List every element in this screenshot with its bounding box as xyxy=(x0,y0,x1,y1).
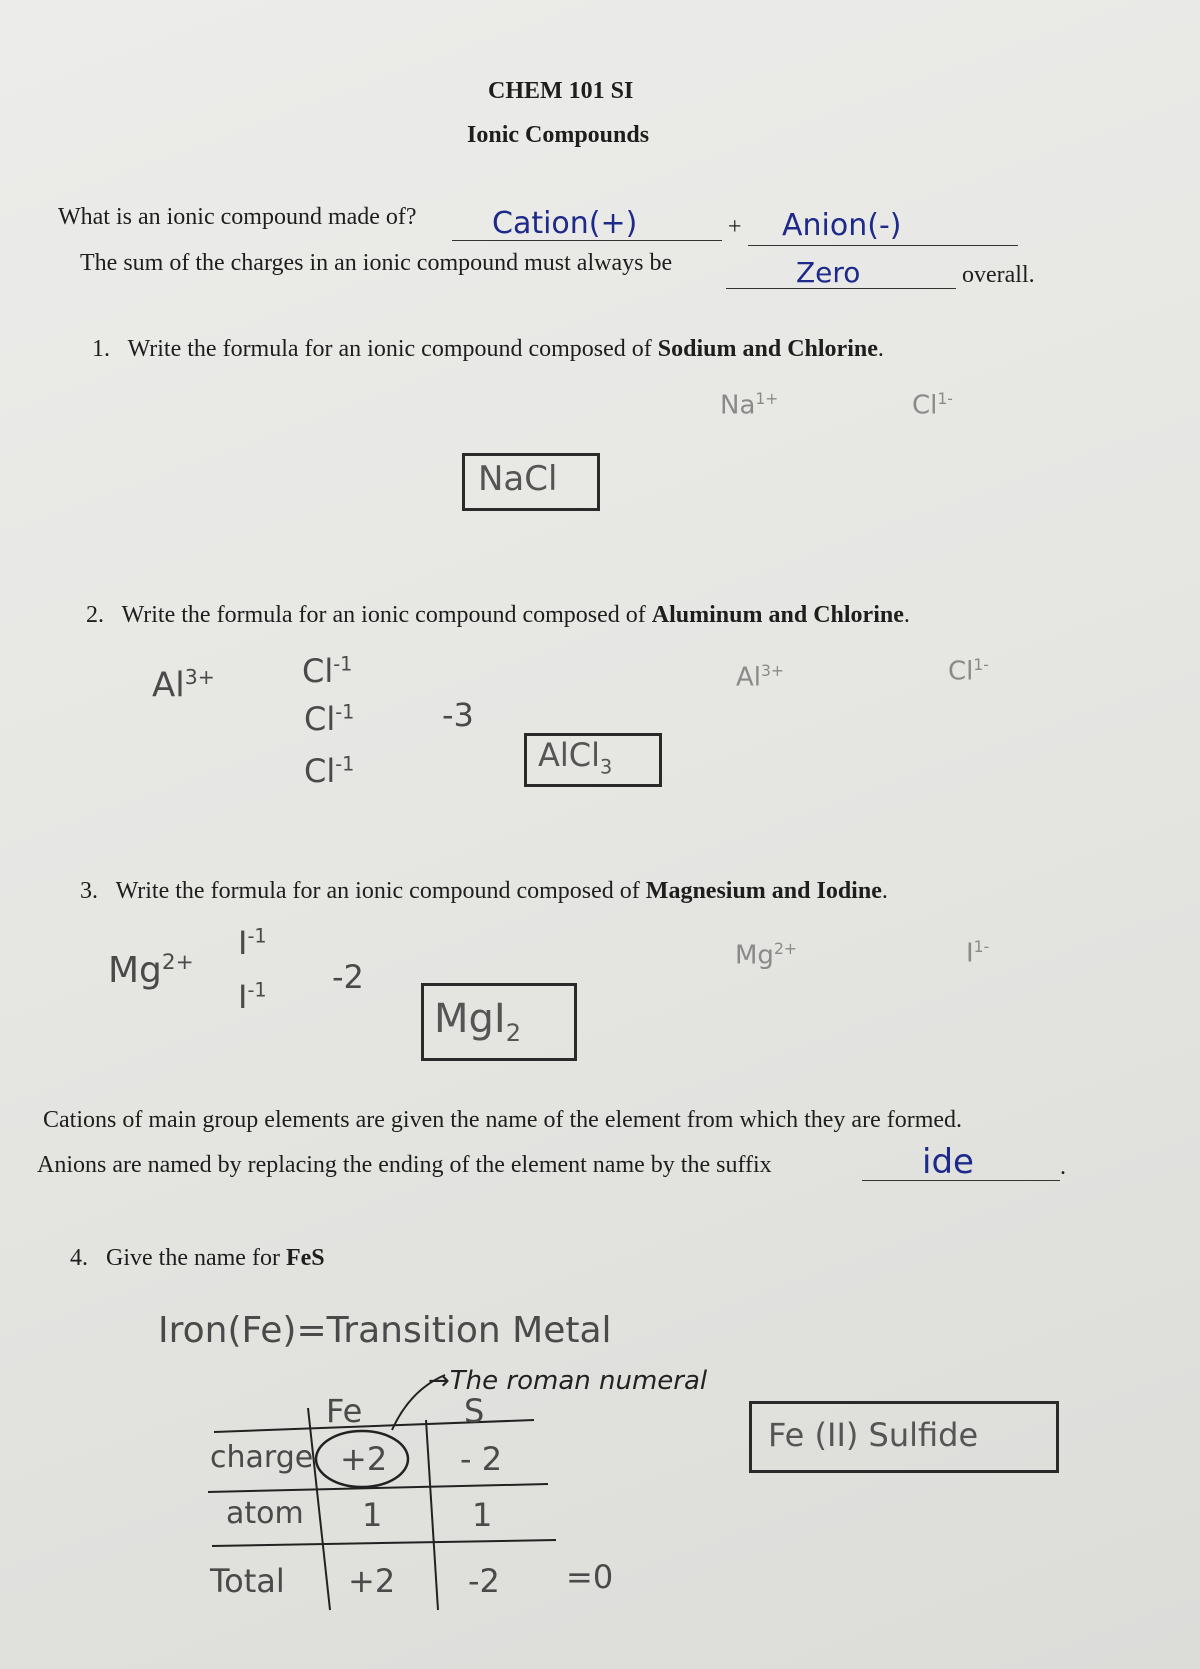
q4-row-label-atom: atom xyxy=(226,1496,304,1531)
q4-result: =0 xyxy=(566,1558,614,1596)
q1-ion-chlorine: $Cl^{1-}$ xyxy=(912,390,953,421)
suffix-period: . xyxy=(1060,1154,1066,1180)
q4-charge-s: - 2 xyxy=(460,1440,503,1478)
q4-charge-fe: +2 xyxy=(340,1440,388,1478)
q2-ion-chlorine: $Cl^{1-}$ xyxy=(948,656,989,687)
q1-ion-sodium: $Na^{1+}$ xyxy=(720,390,779,421)
q3-cation: $Mg^{2+}$ xyxy=(108,950,194,991)
intro-question-1: What is an ionic compound made of? xyxy=(58,204,417,230)
answer-suffix: ide xyxy=(922,1142,974,1182)
q3-anion-1: $I^{-1}$ xyxy=(238,924,267,962)
q4-total-fe: +2 xyxy=(348,1562,396,1600)
q2-answer: AlCl$_3$ xyxy=(538,736,613,779)
q4-col-fe: Fe xyxy=(326,1392,363,1430)
q4-arrow-note: →The roman numeral xyxy=(428,1366,708,1396)
q3-answer: MgI$_2$ xyxy=(434,996,521,1047)
plus-sign: + xyxy=(728,214,742,240)
q4-total-s: -2 xyxy=(468,1562,500,1600)
q2-sum: -3 xyxy=(442,696,474,734)
question-3: 3. Write the formula for an ionic compound composed of Magnesium and Iodine. xyxy=(80,878,888,904)
q4-atom-s: 1 xyxy=(472,1496,493,1534)
q2-anion-2: $Cl^{-1}$ xyxy=(304,700,355,738)
intro-question-2: The sum of the charges in an ionic compound must always be xyxy=(80,250,673,276)
q3-anion-2: $I^{-1}$ xyxy=(238,978,267,1016)
q4-note-transition-metal: Iron(Fe)=Transition Metal xyxy=(158,1310,612,1351)
q4-atom-fe: 1 xyxy=(362,1496,383,1534)
question-1: 1. Write the formula for an ionic compound composed of Sodium and Chlorine. xyxy=(92,336,884,362)
course-title: CHEM 101 SI xyxy=(488,78,634,104)
topic-title: Ionic Compounds xyxy=(467,122,650,148)
q2-anion-1: $Cl^{-1}$ xyxy=(302,652,353,690)
answer-anion: Anion(-) xyxy=(782,208,902,243)
q4-col-s: S xyxy=(464,1392,485,1430)
answer-cation: Cation(+) xyxy=(492,206,638,241)
q4-row-label-total: Total xyxy=(210,1562,285,1600)
q3-ion-magnesium: $Mg^{2+}$ xyxy=(735,940,797,971)
q3-ion-iodine: $I^{1-}$ xyxy=(966,938,990,969)
naming-rule-cations: Cations of main group elements are given the name of the element from which they are formed. xyxy=(43,1107,963,1133)
intro-overall: overall. xyxy=(962,262,1035,288)
q3-sum: -2 xyxy=(332,958,364,996)
q2-anion-3: $Cl^{-1}$ xyxy=(304,752,355,790)
answer-zero: Zero xyxy=(796,256,861,289)
naming-rule-anions: Anions are named by replacing the ending of the element name by the suffix xyxy=(37,1152,772,1178)
q2-ion-aluminum: $Al^{3+}$ xyxy=(736,662,785,693)
q4-row-label-charge: charge xyxy=(210,1440,314,1475)
q4-answer: Fe (II) Sulfide xyxy=(768,1416,979,1454)
question-2: 2. Write the formula for an ionic compound composed of Aluminum and Chlorine. xyxy=(86,602,910,628)
q2-cation: $Al^{3+}$ xyxy=(152,665,215,706)
question-4: 4. Give the name for FeS xyxy=(70,1245,325,1271)
q1-answer: NaCl xyxy=(478,459,558,499)
